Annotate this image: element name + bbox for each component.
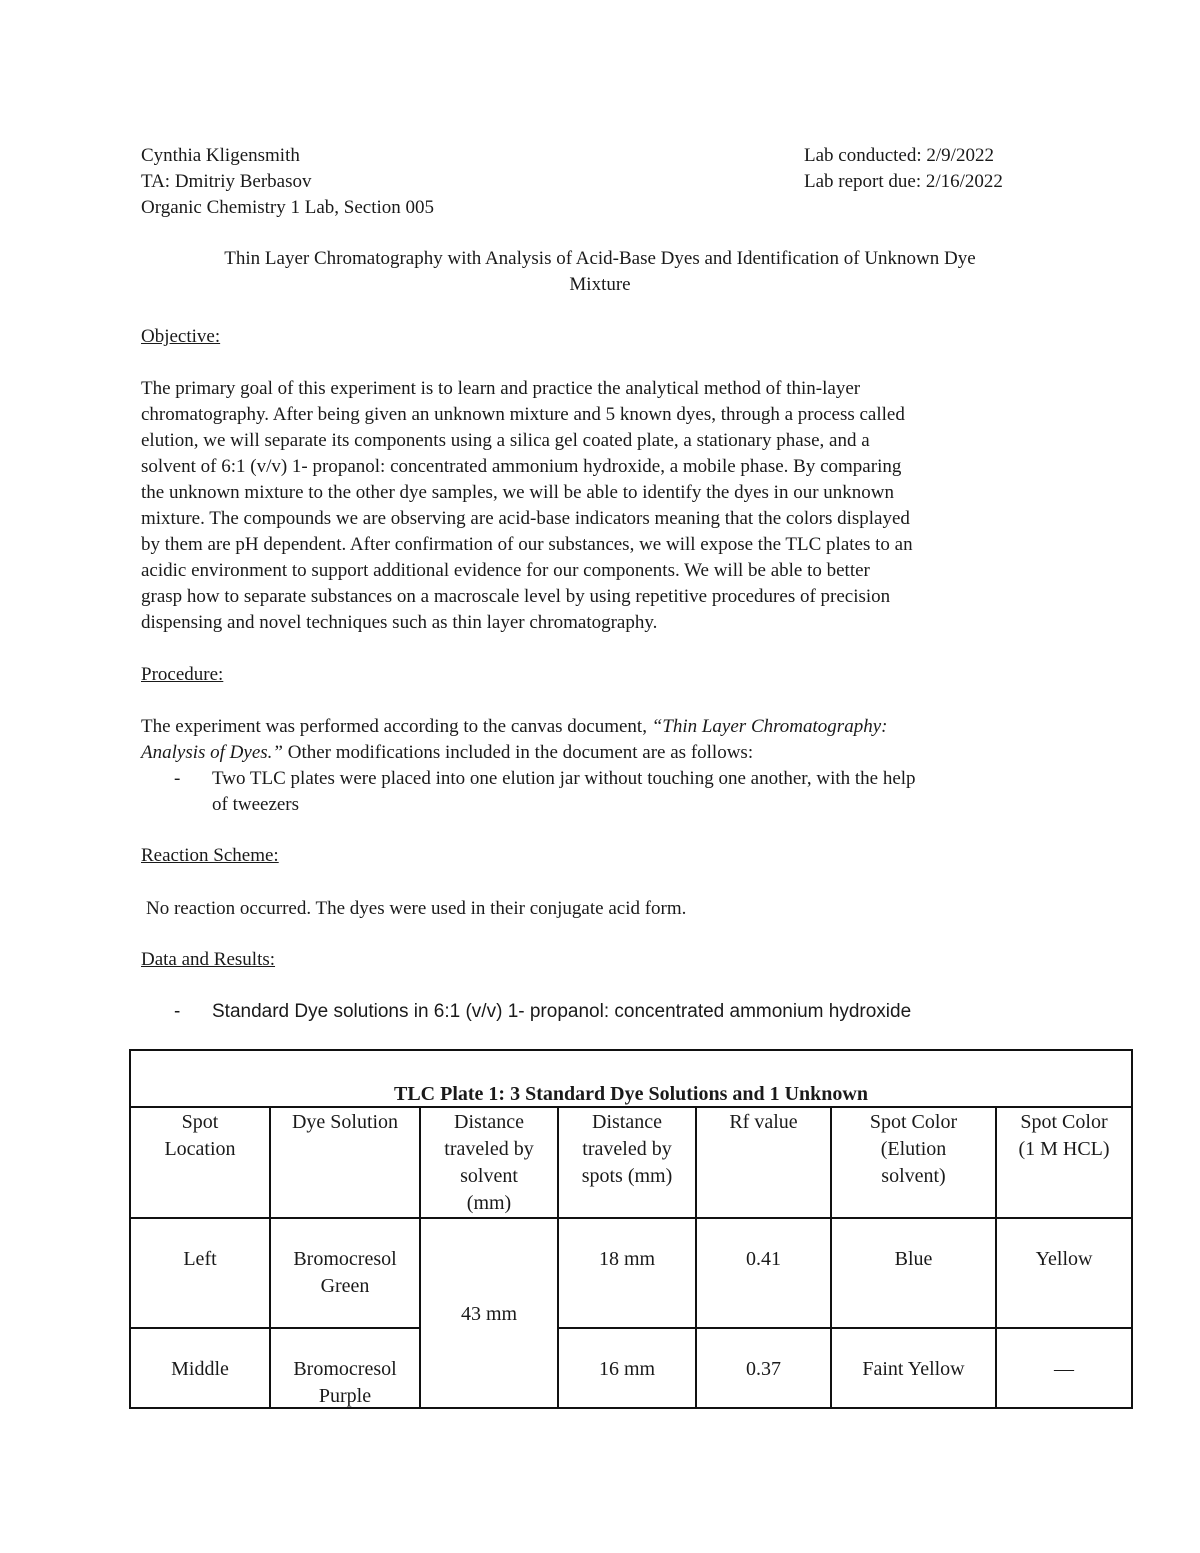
row-divider <box>131 1327 419 1329</box>
row2-spot-distance: 16 mm <box>598 1358 656 1380</box>
row2-dye <box>271 1356 419 1410</box>
header-text: Dye Solution <box>291 1111 399 1133</box>
canvas-document-title-cont: Analysis of Dyes.” <box>141 742 283 763</box>
header-spot-color-hcl <box>997 1109 1131 1163</box>
header-text: Spot Color <box>869 1111 958 1133</box>
header-spot-location <box>131 1109 269 1163</box>
row1-location: Left <box>183 1248 217 1270</box>
dye-name-line: Green <box>320 1275 370 1297</box>
row2-rf-value: 0.37 <box>746 1358 781 1380</box>
procedure-heading: Procedure: <box>141 664 224 685</box>
bullet-dash: - <box>174 1001 181 1022</box>
objective-line: grasp how to separate substances on a macroscale level by using repetitive procedures of precision <box>141 586 891 607</box>
header-text: (Elution <box>880 1138 947 1160</box>
header-dye-solution <box>271 1109 419 1136</box>
header-text: traveled by <box>444 1138 534 1160</box>
header-text: Rf value <box>729 1111 798 1133</box>
report-title-line2: Mixture <box>569 274 631 295</box>
header-text: spots (mm) <box>581 1165 673 1187</box>
lab-conducted-date: Lab conducted: 2/9/2022 <box>804 145 994 166</box>
row1-rf-value: 0.41 <box>746 1248 781 1270</box>
objective-line: solvent of 6:1 (v/v) 1- propanol: concentrated ammonium hydroxide, a mobile phase. By comparing <box>141 456 902 477</box>
canvas-document-title: “Thin Layer Chromatography: <box>651 716 888 737</box>
dye-name-line: Bromocresol <box>293 1358 397 1380</box>
procedure-line2 <box>141 740 753 766</box>
objective-line: by them are pH dependent. After confirmation of our substances, we will expose the TLC plates to an <box>141 534 913 555</box>
header-text: Spot Color <box>1020 1111 1108 1133</box>
tlc-plate-table <box>129 1049 1133 1409</box>
row2-location: Middle <box>171 1358 229 1380</box>
header-spot-distance <box>559 1109 695 1190</box>
objective-line: dispensing and novel techniques such as thin layer chromatography. <box>141 612 658 633</box>
objective-line: mixture. The compounds we are observing are acid-base indicators meaning that the colors displayed <box>141 508 910 529</box>
data-bullet-text: Standard Dye solutions in 6:1 (v/v) 1- propanol: concentrated ammonium hydroxide <box>212 1001 912 1022</box>
header-text: (mm) <box>466 1192 512 1214</box>
objective-line: the unknown mixture to the other dye samples, we will be able to identify the dyes in our unknown <box>141 482 894 503</box>
objective-heading: Objective: <box>141 326 221 347</box>
row1-spot-distance: 18 mm <box>598 1248 656 1270</box>
procedure-line1-text: The experiment was performed according to the canvas document, <box>141 716 652 737</box>
objective-line: elution, we will separate its components using a silica gel coated plate, a stationary phase, and a <box>141 430 870 451</box>
procedure-line2-text: Other modifications included in the document are as follows: <box>282 742 754 763</box>
row1-dye <box>271 1246 419 1300</box>
procedure-line1 <box>141 714 887 740</box>
objective-line: acidic environment to support additional evidence for our components. We will be able to better <box>141 560 870 581</box>
dye-name-line: Bromocresol <box>293 1248 397 1270</box>
bullet-dash: - <box>174 768 181 789</box>
objective-line: chromatography. After being given an unknown mixture and 5 known dyes, through a process called <box>141 404 905 425</box>
reaction-heading: Reaction Scheme: <box>141 845 279 866</box>
solvent-distance-merged: 43 mm <box>460 1303 518 1325</box>
procedure-bullet-line2: of tweezers <box>212 794 300 815</box>
header-text: traveled by <box>582 1138 672 1160</box>
table-title: TLC Plate 1: 3 Standard Dye Solutions and 1 Unknown <box>394 1083 868 1105</box>
author-name: Cynthia Kligensmith <box>141 145 300 166</box>
header-text: Distance <box>592 1111 662 1133</box>
header-text: solvent <box>460 1165 518 1187</box>
header-text: solvent) <box>881 1165 946 1187</box>
row1-color-elution: Blue <box>894 1248 933 1270</box>
row-divider <box>557 1327 1131 1329</box>
ta-name: TA: Dmitriy Berbasov <box>141 171 312 192</box>
course-info: Organic Chemistry 1 Lab, Section 005 <box>141 197 435 218</box>
header-solvent-distance <box>421 1109 557 1217</box>
data-heading: Data and Results: <box>141 949 276 970</box>
reaction-text: No reaction occurred. The dyes were used in their conjugate acid form. <box>146 898 687 919</box>
row1-color-hcl: Yellow <box>1035 1248 1093 1270</box>
dye-name-line: Purple <box>318 1385 372 1407</box>
header-spot-color-elution <box>832 1109 995 1190</box>
table-title-row <box>131 1051 1131 1108</box>
row2-color-hcl: — <box>1054 1358 1074 1380</box>
row2-color-elution: Faint Yellow <box>862 1358 965 1380</box>
objective-line: The primary goal of this experiment is to learn and practice the analytical method of thin-layer <box>141 378 861 399</box>
row-divider <box>131 1217 1131 1219</box>
report-title-line1: Thin Layer Chromatography with Analysis of Acid-Base Dyes and Identification of Unknown Dye <box>224 248 976 269</box>
header-text: (1 M HCL) <box>1018 1138 1110 1160</box>
header-rf-value <box>697 1109 830 1136</box>
header-text: Location <box>164 1138 236 1160</box>
header-text: Distance <box>454 1111 524 1133</box>
lab-due-date: Lab report due: 2/16/2022 <box>804 171 1003 192</box>
procedure-bullet-line1: Two TLC plates were placed into one elution jar without touching one another, with the help <box>212 768 916 789</box>
header-text: Spot <box>181 1111 219 1133</box>
